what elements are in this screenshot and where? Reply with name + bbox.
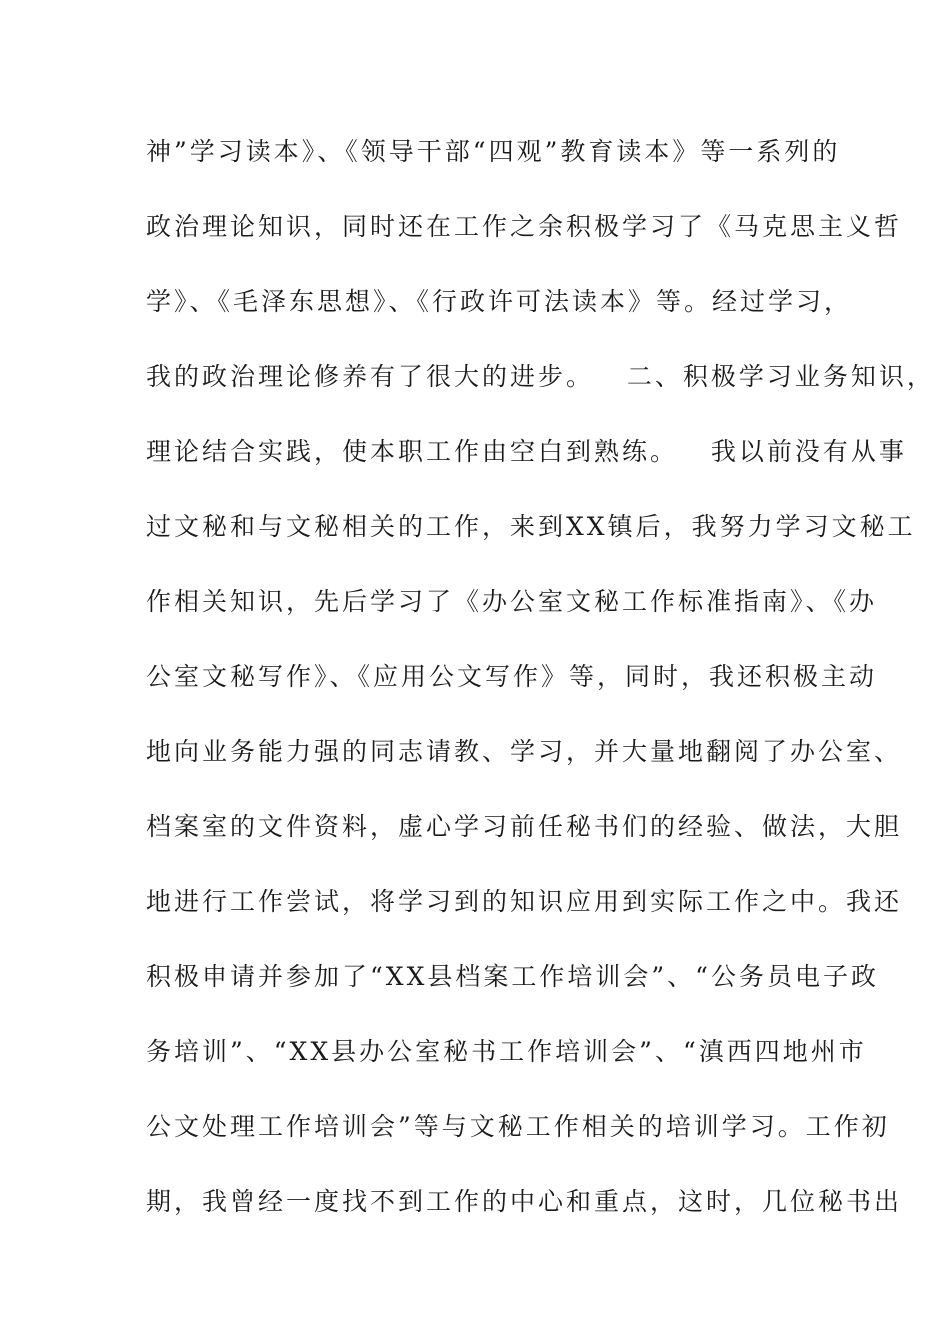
- text-line: 地进行工作尝试，将学习到的知识应用到实际工作之中。我还: [146, 887, 903, 916]
- text-line: 过文秘和与文秘相关的工作，来到XX镇后，我努力学习文秘工: [146, 512, 916, 541]
- text-line: 地向业务能力强的同志请教、学习，并大量地翻阅了办公室、: [146, 737, 903, 766]
- text-line: 作相关知识，先后学习了《办公室文秘工作标准指南》、《办: [146, 587, 878, 616]
- text-line: 积极申请并参加了“XX县档案工作培训会”、“公务员电子政: [146, 962, 879, 991]
- text-line: 务培训”、“XX县办公室秘书工作培训会”、“滇西四地州市: [146, 1037, 867, 1066]
- document-body: [146, 132, 935, 1257]
- text-line: 档案室的文件资料，虚心学习前任秘书们的经验、做法，大胆: [146, 812, 903, 841]
- text-line: 理论结合实践，使本职工作由空白到熟练。 我以前没有从事: [146, 437, 907, 466]
- text-line: 我的政治理论修养有了很大的进步。 二、积极学习业务知识，: [146, 362, 935, 391]
- text-line: 期，我曾经一度找不到工作的中心和重点，这时，几位秘书出: [146, 1187, 903, 1216]
- text-line: 公室文秘写作》、《应用公文写作》等，同时，我还积极主动: [146, 662, 878, 691]
- text-line: 神”学习读本》、《领导干部“四观”教育读本》等一系列的: [146, 137, 841, 166]
- text-line: 政治理论知识，同时还在工作之余积极学习了《马克思主义哲: [146, 212, 903, 241]
- text-line: 学》、《毛泽东思想》、《行政许可法读本》等。经过学习，: [146, 287, 853, 316]
- text-line: 公文处理工作培训会”等与文秘工作相关的培训学习。工作初: [146, 1112, 890, 1141]
